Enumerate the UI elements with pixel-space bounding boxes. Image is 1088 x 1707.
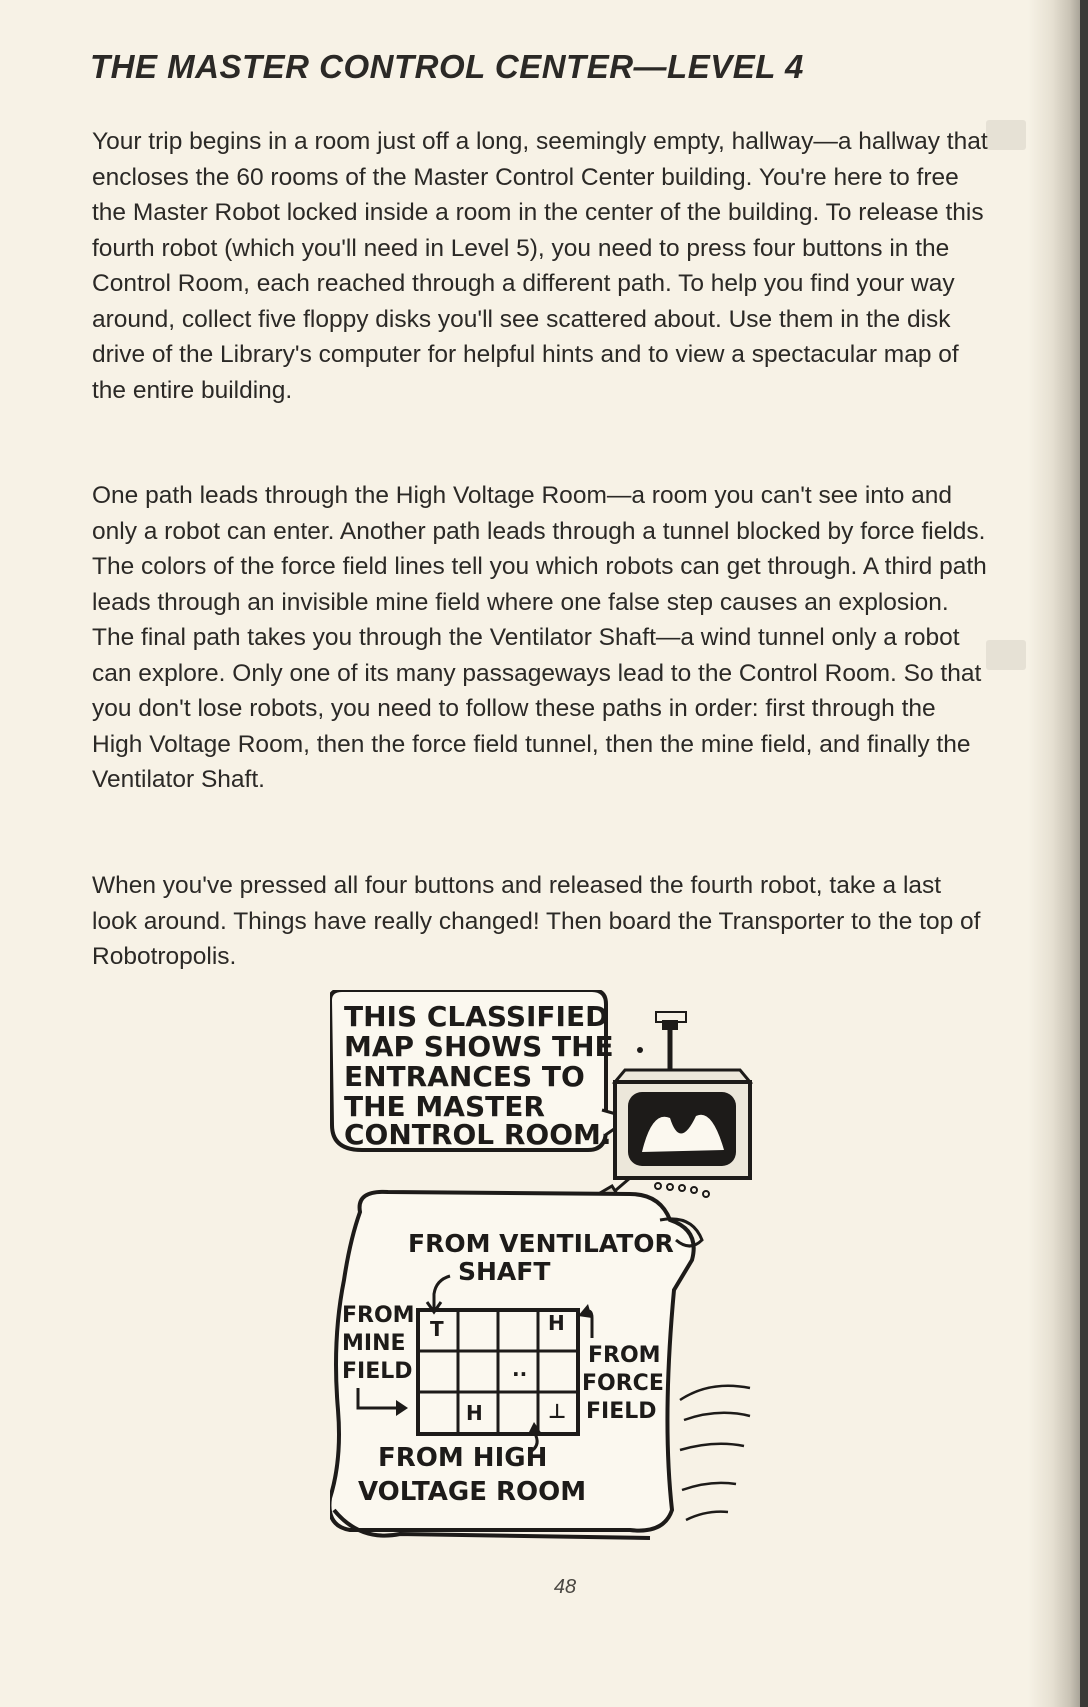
bleed-through-mark xyxy=(986,120,1026,150)
svg-text:H: H xyxy=(548,1311,565,1335)
svg-text:T: T xyxy=(430,1317,444,1341)
svg-text:H: H xyxy=(466,1401,483,1425)
label-ventilator-shaft: SHAFT xyxy=(458,1257,551,1286)
label-force: FORCE xyxy=(582,1371,664,1396)
label-mine: MINE xyxy=(342,1331,406,1356)
grass-scribbles xyxy=(680,1386,750,1520)
book-spine-edge xyxy=(1080,0,1088,1707)
bubble-line-1: THIS CLASSIFIED xyxy=(344,1000,609,1033)
label-from-ventilator: FROM VENTILATOR xyxy=(408,1229,674,1258)
label-voltage-room: VOLTAGE ROOM xyxy=(358,1477,587,1507)
bubble-line-4: THE MASTER xyxy=(344,1090,545,1123)
page-title: THE MASTER CONTROL CENTER—LEVEL 4 xyxy=(90,48,804,85)
bubble-line-3: ENTRANCES TO xyxy=(344,1060,585,1093)
svg-text:⊥: ⊥ xyxy=(548,1399,567,1423)
label-from-high: FROM HIGH xyxy=(378,1443,548,1473)
book-spine-shadow xyxy=(1028,0,1088,1707)
svg-text:..: .. xyxy=(512,1357,528,1381)
cartoon-illustration xyxy=(330,990,830,1550)
label-from-force: FROM xyxy=(588,1343,661,1368)
paragraph-paths: One path leads through the High Voltage Room—a room you can't see into and only a robot can enter. Another path leads through a tunnel blocked by force fields. The colors of the force field lines tell you which robots can get through. A third path leads through an invisible mine field where one false step causes an explosion. The final path takes you through the Ventilator Shaft—a wind tunnel only a robot can explore. Only one of its many passageways lead to the Control Room. So that you don't lose robots, you need to follow these paths in order: first through the High Voltage Room, then the force field tunnel, then the mine field, and finally the Ventilator Shaft. xyxy=(92,482,987,793)
label-field-force: FIELD xyxy=(586,1399,657,1424)
page-number: 48 xyxy=(553,1576,577,1598)
classified-map-drawing xyxy=(330,990,830,1550)
paragraph-finale: When you've pressed all four buttons and released the fourth robot, take a last look around. Things have really changed! Then board the Transporter to the top of Robotropolis. xyxy=(92,872,981,970)
label-from-mine: FROM xyxy=(342,1303,415,1328)
paragraph-intro: Your trip begins in a room just off a long, seemingly empty, hallway—a hallway that encloses the 60 rooms of the Master Control Center building. You're here to free the Master Robot locked inside a room in the center of the building. To release this fourth robot (which you'll need in Level 5), you need to press four buttons in the Control Room, each reached through a different path. To help you find your way around, collect five floppy disks you'll see scattered about. Use them in the disk drive of the Library's computer for helpful hints and to view a spectacular map of the entire building. xyxy=(92,128,988,404)
bleed-through-mark xyxy=(986,640,1026,670)
label-field-mine: FIELD xyxy=(342,1359,413,1384)
bubble-line-5: CONTROL ROOM. xyxy=(344,1118,612,1151)
bubble-line-2: MAP SHOWS THE xyxy=(344,1030,614,1063)
